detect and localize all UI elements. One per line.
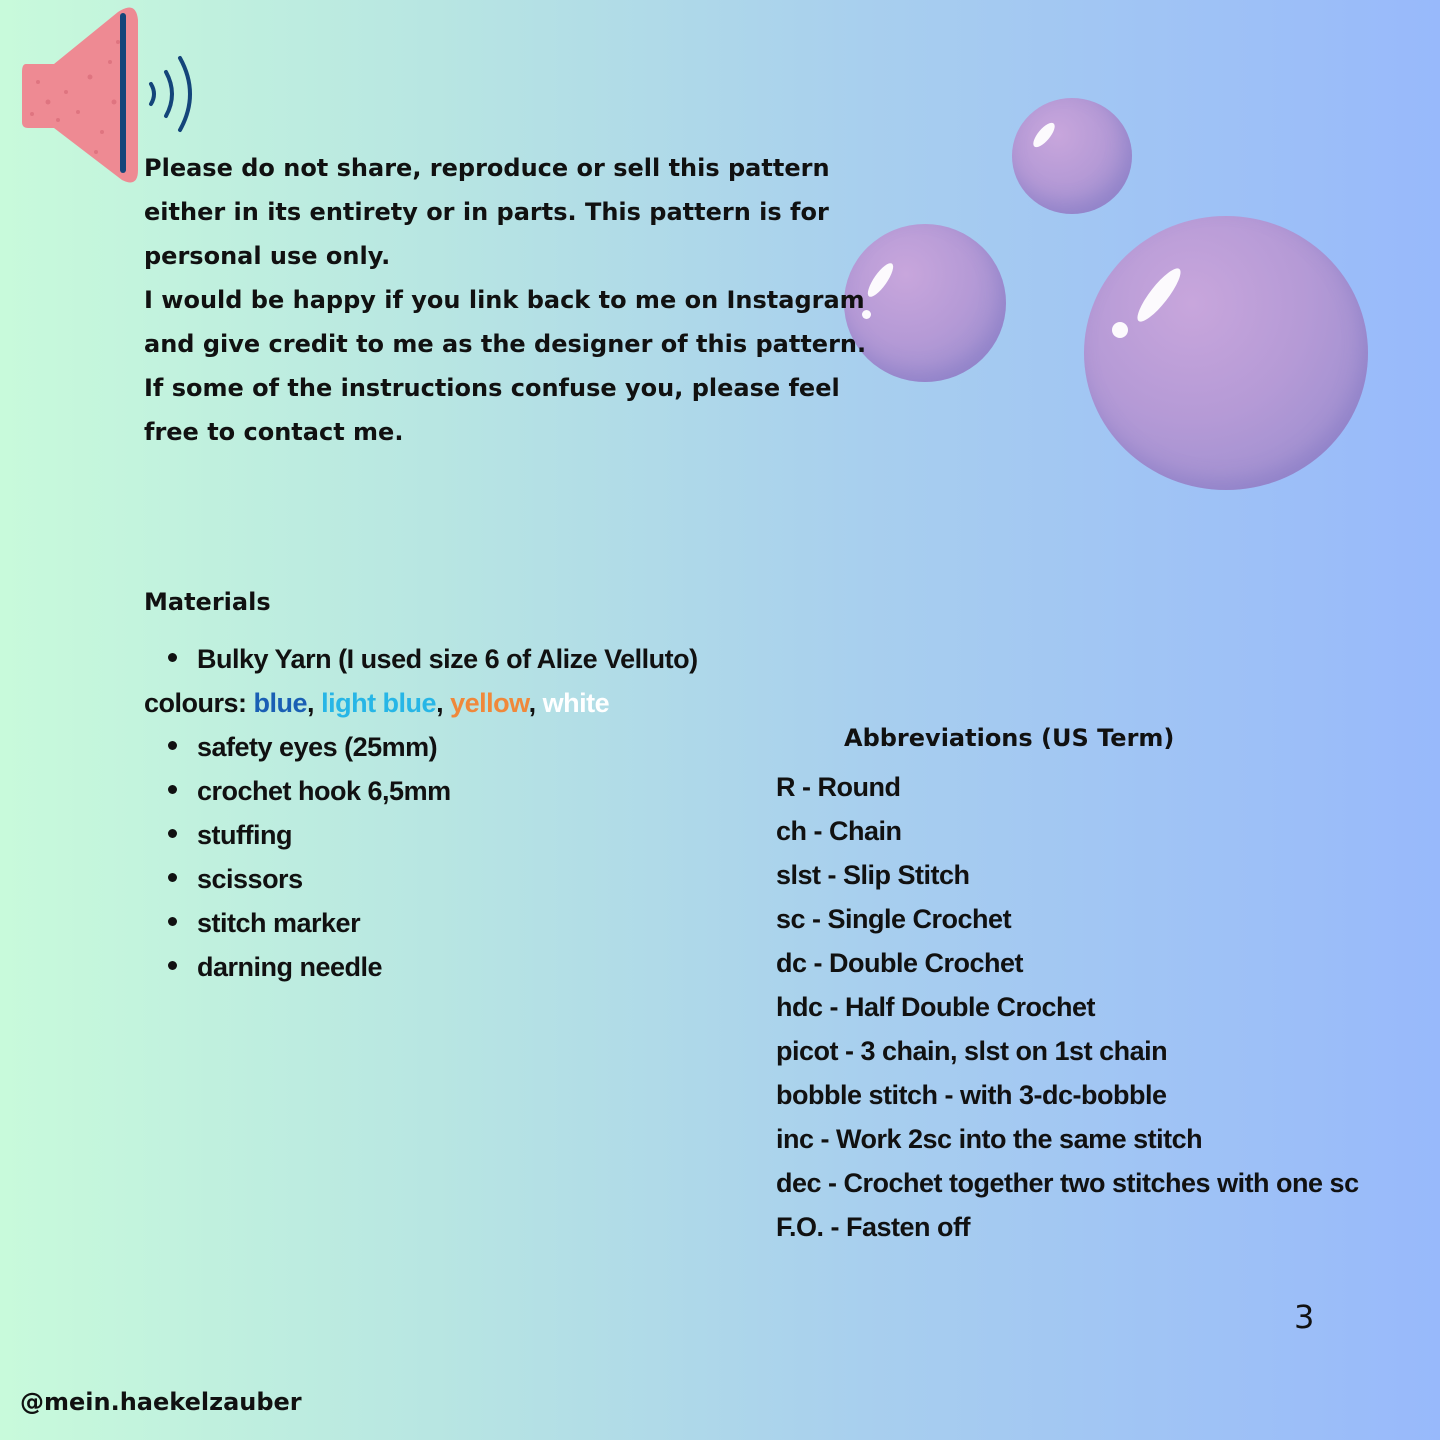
colours-label: colours: xyxy=(144,688,247,718)
abbreviation-item: dc - Double Crochet xyxy=(776,948,1024,978)
abbreviation-item: picot - 3 chain, slst on 1st chain xyxy=(776,1036,1168,1066)
page-number: 3 xyxy=(1294,1298,1315,1336)
intro-paragraph: I would be happy if you link back to me on Instagram and give credit to me as the designer of this pattern. If some of the instructions confuse you, please feel free to contact me. xyxy=(144,286,867,446)
intro-paragraph: Please do not share, reproduce or sell this pattern either in its entirety or in parts. This pattern is for personal use only. xyxy=(144,154,830,270)
list-item: scissors xyxy=(168,864,303,895)
colour-name: light blue xyxy=(321,688,437,718)
materials-title: Materials xyxy=(144,588,271,616)
bullet-icon xyxy=(168,873,177,882)
abbreviation-item: ch - Chain xyxy=(776,816,902,846)
bullet-icon xyxy=(168,829,177,838)
abbreviation-item: R - Round xyxy=(776,772,901,802)
bullet-icon xyxy=(168,917,177,926)
abbreviation-item: inc - Work 2sc into the same stitch xyxy=(776,1124,1203,1154)
intro-notice xyxy=(144,146,874,454)
bullet-icon xyxy=(168,741,177,750)
abbreviations-title: Abbreviations (US Term) xyxy=(844,724,1175,752)
abbreviation-item: bobble stitch - with 3-dc-bobble xyxy=(776,1080,1167,1110)
colour-name: yellow xyxy=(450,688,529,718)
bullet-icon xyxy=(168,961,177,970)
bullet-icon xyxy=(168,785,177,794)
colours-line: colours: blue, light blue, yellow, white xyxy=(144,688,610,718)
list-item-label: Bulky Yarn (I used size 6 of Alize Velluto) xyxy=(197,644,698,674)
abbreviation-item: dec - Crochet together two stitches with one sc xyxy=(776,1168,1359,1198)
colour-name: white xyxy=(542,688,610,718)
list-item xyxy=(168,644,698,675)
abbreviation-item: slst - Slip Stitch xyxy=(776,860,970,890)
list-item: stuffing xyxy=(168,820,292,851)
list-item: crochet hook 6,5mm xyxy=(168,776,451,807)
bubble-decoration xyxy=(1084,216,1368,490)
instagram-handle: @mein.haekelzauber xyxy=(20,1388,302,1416)
list-item: stitch marker xyxy=(168,908,360,939)
bullet-icon xyxy=(168,653,177,662)
abbreviation-item: sc - Single Crochet xyxy=(776,904,1012,934)
abbreviation-item: F.O. - Fasten off xyxy=(776,1212,970,1242)
bubble-decoration xyxy=(1012,98,1132,214)
list-item: safety eyes (25mm) xyxy=(168,732,437,763)
list-item: darning needle xyxy=(168,952,382,983)
colour-name: blue xyxy=(253,688,308,718)
abbreviation-item: hdc - Half Double Crochet xyxy=(776,992,1096,1022)
